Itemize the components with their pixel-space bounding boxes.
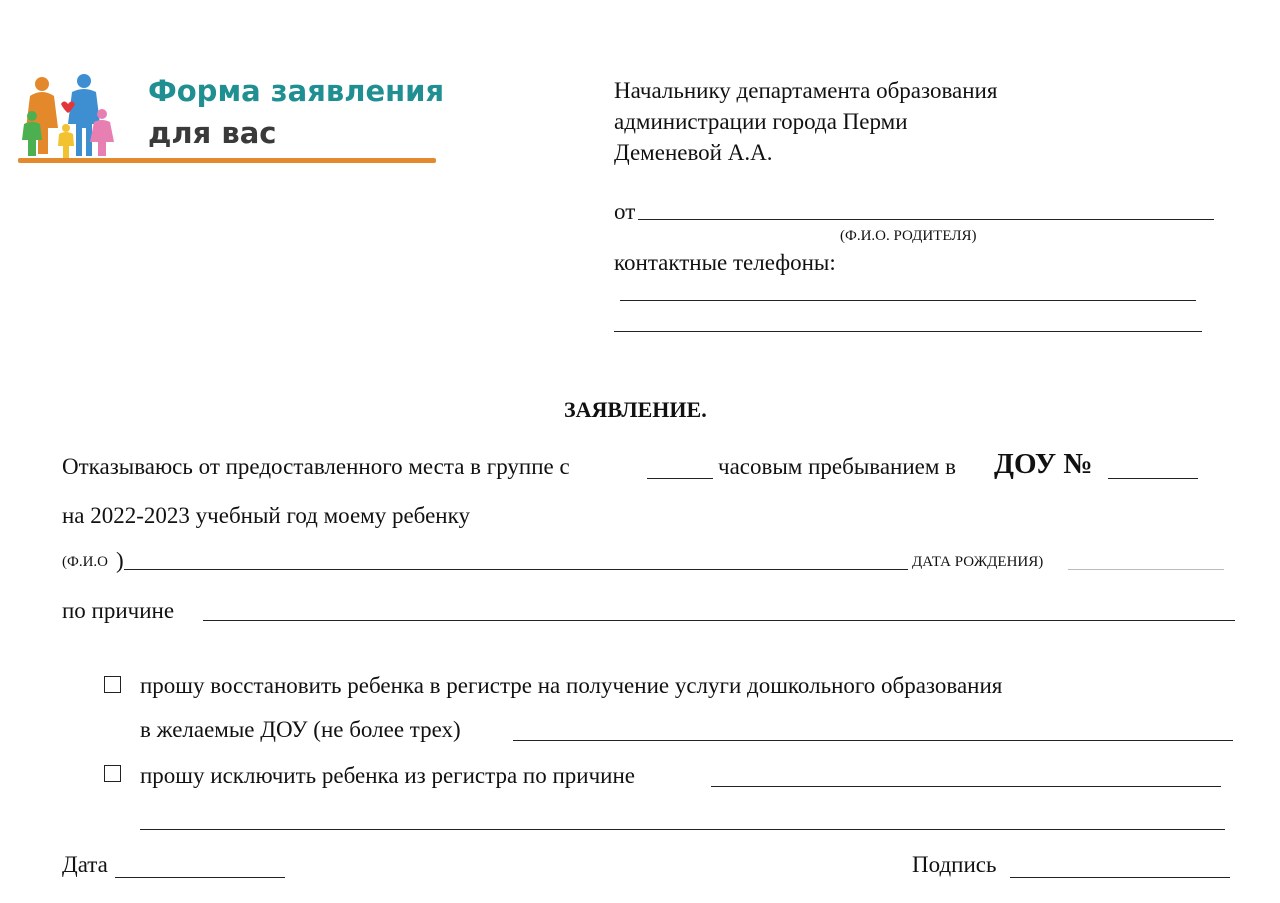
addressee-line1: Начальнику департамента образования <box>614 78 998 103</box>
date-label: Дата <box>62 852 108 877</box>
dou-number-label: ДОУ № <box>994 448 1093 480</box>
birth-date-label: ДАТА РОЖДЕНИЯ) <box>912 554 1044 570</box>
from-caption: (Ф.И.О. РОДИТЕЛЯ) <box>840 228 977 244</box>
birth-date-field[interactable] <box>1068 569 1224 570</box>
logo-title-line2: для вас <box>148 116 277 150</box>
phone-field-1[interactable] <box>620 300 1196 301</box>
hours-field[interactable] <box>647 478 713 479</box>
dou-number-field[interactable] <box>1108 478 1198 479</box>
desired-dou-field[interactable] <box>513 740 1233 741</box>
exclude-reason-field-2[interactable] <box>140 829 1225 830</box>
logo-title-line1: Форма заявления <box>148 74 445 108</box>
logo-underline <box>18 158 436 163</box>
exclude-checkbox[interactable] <box>104 765 121 782</box>
refuse-text-a: Отказываюсь от предоставленного места в группе с <box>62 454 570 479</box>
signature-field[interactable] <box>1010 877 1230 878</box>
family-icon <box>14 70 124 162</box>
child-fio-paren: ) <box>116 548 124 573</box>
phones-label: контактные телефоны: <box>614 250 836 275</box>
refuse-text-b: часовым пребыванием в <box>718 454 957 479</box>
signature-label: Подпись <box>912 852 997 877</box>
logo <box>14 70 444 170</box>
reason-field[interactable] <box>203 620 1235 621</box>
addressee-line2: администрации города Перми <box>614 109 908 134</box>
document-title: ЗАЯВЛЕНИЕ. <box>564 397 707 422</box>
desired-dou-label: в желаемые ДОУ (не более трех) <box>140 717 461 742</box>
reason-label: по причине <box>62 598 175 623</box>
child-name-field[interactable] <box>124 569 908 570</box>
from-parent-name-field[interactable] <box>638 219 1214 220</box>
exclude-reason-field[interactable] <box>711 786 1221 787</box>
addressee-line3: Деменевой А.А. <box>614 140 773 165</box>
school-year-text: на 2022-2023 учебный год моему ребенку <box>62 503 470 528</box>
from-label: от <box>614 199 636 224</box>
exclude-option-text: прошу исключить ребенка из регистра по причине <box>140 763 635 788</box>
restore-option-text: прошу восстановить ребенка в регистре на получение услуги дошкольного образования <box>140 673 1003 698</box>
date-field[interactable] <box>115 877 285 878</box>
phone-field-2[interactable] <box>614 331 1202 332</box>
restore-checkbox[interactable] <box>104 676 121 693</box>
child-fio-label: (Ф.И.О <box>62 554 109 570</box>
